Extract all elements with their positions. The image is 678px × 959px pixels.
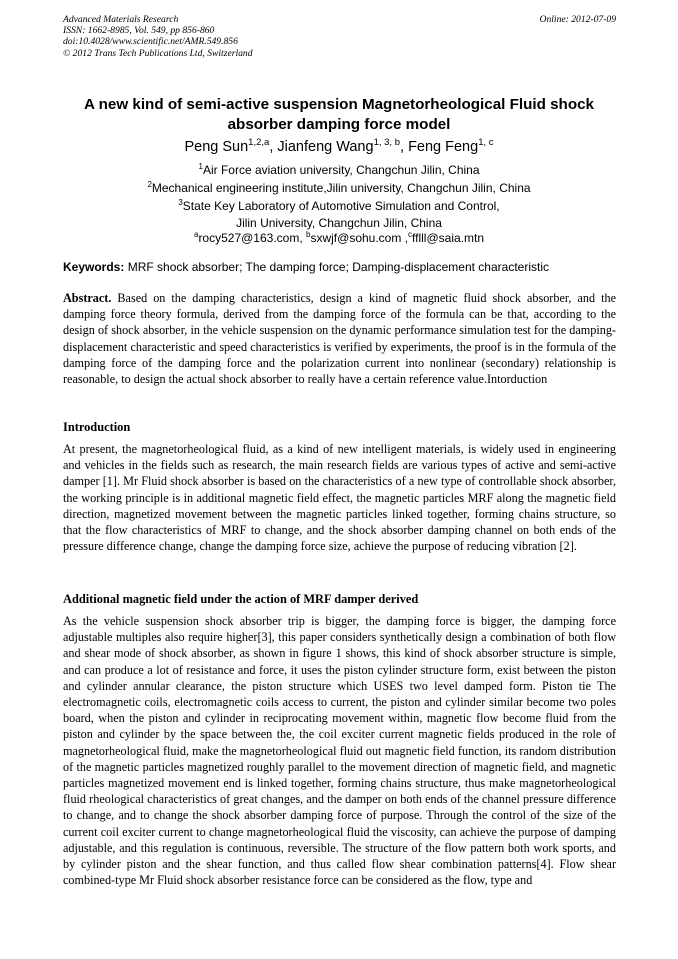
abstract [63, 290, 616, 387]
issn-line: ISSN: 1662-8985, Vol. 549, pp 856-860 [63, 25, 215, 37]
author-affil-mark: 1, c [478, 137, 494, 149]
email-c: fflll@saia.mtn [412, 231, 484, 245]
email-mark: a [193, 230, 199, 239]
author-list [40, 138, 638, 156]
keywords-text: MRF shock absorber; The damping force; Damping-displacement characteristic [124, 260, 549, 274]
author-separator: , [400, 139, 409, 155]
author-name: Jianfeng Wang [277, 139, 374, 155]
affil-text: Mechanical engineering institute,Jilin university, Changchun Jilin, China [151, 181, 531, 195]
affiliation-3-cont: Jilin University, Changchun Jilin, China [236, 216, 442, 230]
affiliation-1 [40, 163, 638, 178]
doi-line: doi:10.4028/www.scientific.net/AMR.549.856 [63, 36, 238, 48]
copyright-line: © 2012 Trans Tech Publications Ltd, Switzerland [63, 47, 253, 59]
email-mark: c [408, 230, 413, 239]
journal-header [63, 14, 616, 59]
email-b: sxwjf@sohu.com , [310, 231, 409, 245]
author-separator: , [269, 139, 278, 155]
title-line-1: A new kind of semi-active suspension Magnetorheological Fluid shock [84, 96, 594, 113]
affil-mark: 3 [178, 198, 183, 207]
keywords [63, 260, 623, 275]
author-name: Peng Sun [184, 139, 249, 155]
abstract-label: Abstract. [63, 291, 112, 305]
author-name: Feng Feng [408, 139, 479, 155]
introduction-text: At present, the magnetorheological fluid, as a kind of new intelligent materials, is widely used in engineering and vehicles in the fields such as research, the main research fields are various types of active and semi-active damper [1]. Mr Fluid shock absorber is based on the characteristics of a new type of controllable shock absorber, the working principle is in additional magnetic field effect, the magnetic particles MRF along the magnetic field direction, magnetized movement between the magnetic particles linked together, forming chains structure, so that the flow characteristics of MRF to change, and the shock absorber damping channel on both ends of the pressure difference change, change the damping force size, achieve the purpose of reducing vibration [2]. [63, 442, 616, 554]
email-line [40, 231, 638, 246]
abstract-text: Based on the damping characteristics, design a kind of magnetic fluid shock absorber, and the damping force theory formula, derived from the damping force of the formula can be that, according to the design of shock absorber, in the vehicle suspension on the dynamic performance simulation test for the damping-displacement characteristic and speed characteristics is verified by experiments, the proof is in the formula of the damping force of the damping force and the polarization current into nonlinear (secondary) relationship is reasonable, to design the actual shock absorber to really have a certain reference value.Intorduction [63, 291, 616, 387]
affil-text: Air Force aviation university, Changchun Jilin, China [202, 163, 480, 177]
email-a: rocy527@163.com, [198, 231, 307, 245]
online-date: Online: 2012-07-09 [539, 14, 616, 25]
title-line-2: absorber damping force model [227, 116, 451, 133]
affiliation-2 [40, 181, 638, 196]
affil-mark: 1 [198, 162, 203, 171]
affil-text: State Key Laboratory of Automotive Simulation and Control, [182, 199, 500, 213]
email-mark: b [306, 230, 311, 239]
journal-name: Advanced Materials Research [63, 14, 179, 25]
affil-mark: 2 [147, 180, 152, 189]
author-affil-mark: 1,2,a [248, 137, 270, 149]
affiliation-3 [40, 199, 638, 214]
paper-title [40, 95, 638, 135]
derivation-text: As the vehicle suspension shock absorber trip is bigger, the damping force is bigger, the damping force adjustable multiples also require higher[3], this paper considers synthetically design a combination of both flow and shear mode of shock absorber, as shown in figure 1 shows, this kind of shock absorber structure is simple, and can produce a lot of resistance and force, it uses the piston cylinder structure form, exist between the piston and cylinder annular clearance, the piston structure which USES two level damped form. Piston tie The electromagnetic coils, electromagnetic coils access to current, the piston and cylinder similar become two poles board, when the piston and cylinder in reciprocating movement within, magnetic flow become fluid from the piston and cylinder by the space between the, the coil exciter current magnetic fields produced in the role of magnetorheological fluid, make the magnetorheological fluid out magnetic field function, its random distribution of the magnetic particles magnetized roughly parallel to the movement direction of magnetic field, and magnetic particles magnetized movement end is linked together, forming chains structure, thus make magnetorheological fluid rheological characteristics of great changes, and the damper on both ends of the channel pressure difference to change, and to change the shock absorber damping force of purpose. Through the control of the size of the current coil exciter current to change magnetorheological fluid the viscosity, can achieve the purpose of damping adjustable, and this regulation is continuous, reversible. The structure of the flow pattern both work sports, and by cylinder piston and the shear function, and thus called flow shear combination patterns[4]. Flow shear combined-type Mr Fluid shock absorber resistance force can be considered as the flow, type and [63, 614, 616, 888]
section-heading-derivation: Additional magnetic field under the action of MRF damper derived [63, 592, 419, 606]
keywords-label: Keywords: [63, 260, 125, 274]
section-heading-introduction: Introduction [63, 420, 131, 434]
author-affil-mark: 1, 3, b [373, 137, 400, 149]
